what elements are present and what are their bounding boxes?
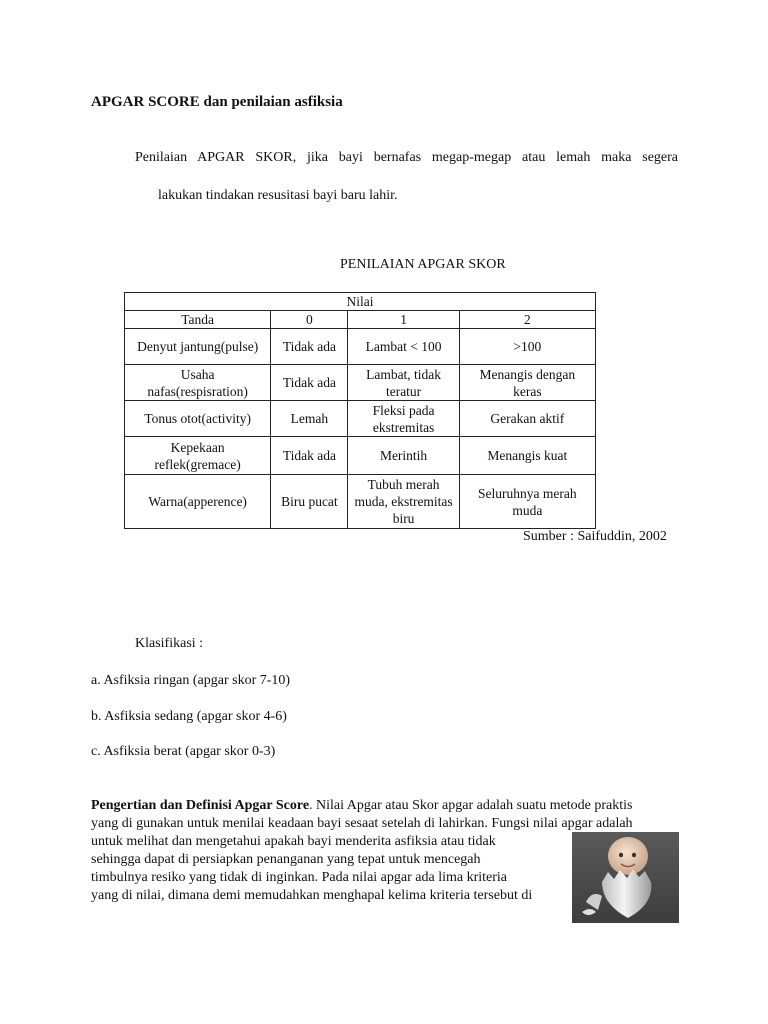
cell-score-1: Merintih [348,437,459,475]
table-source: Sumber : Saifuddin, 2002 [523,529,667,544]
intro-line-1: Penilaian APGAR SKOR, jika bayi bernafas megap-megap atau lemah maka segera [135,150,678,165]
group-header-nilai: Nilai [125,293,596,311]
cell-score-0: Tidak ada [271,329,348,365]
table-row [125,365,596,401]
baby-in-eggshell-image [572,832,679,923]
definition-line-2: yang di gunakan untuk menilai keadaan bayi sesaat setelah di lahirkan. Fungsi nilai apgar adalah [91,816,633,831]
cell-score-0: Tidak ada [271,365,348,401]
table-row [125,437,596,475]
cell-score-1: Fleksi pada ekstremitas [348,401,459,437]
cell-score-0: Tidak ada [271,437,348,475]
definition-line-6: yang di nilai, dimana demi memudahkan menghapal kelima kriteria tersebut di [91,888,533,903]
header-score-2: 2 [459,311,595,329]
header-score-0: 0 [271,311,348,329]
intro-line-2: lakukan tindakan resusitasi bayi baru lahir. [158,188,398,203]
header-tanda: Tanda [125,311,271,329]
header-score-1: 1 [348,311,459,329]
definition-line-5: timbulnya resiko yang tidak di inginkan. Pada nilai apgar ada lima kriteria [91,870,507,885]
table-row [125,475,596,529]
table-caption: PENILAIAN APGAR SKOR [340,257,506,272]
definition-line-1: Pengertian dan Definisi Apgar Score. Nilai Apgar atau Skor apgar adalah suatu metode praktis [91,798,633,813]
cell-score-1: Tubuh merah muda, ekstremitas biru [348,475,459,529]
list-item: c. Asfiksia berat (apgar skor 0-3) [91,744,276,759]
list-item: a. Asfiksia ringan (apgar skor 7-10) [91,673,291,688]
cell-score-2: Gerakan aktif [459,401,595,437]
cell-score-0: Biru pucat [271,475,348,529]
cell-score-2: Menangis dengan keras [459,365,595,401]
definition-term: Pengertian dan Definisi Apgar Score [91,798,310,813]
table-group-header-row [125,293,596,311]
table-row [125,401,596,437]
definition-line-3: untuk melihat dan mengetahui apakah bayi menderita asfiksia atau tidak [91,834,496,849]
cell-score-1: Lambat < 100 [348,329,459,365]
apgar-score-table [124,292,596,529]
definition-line-4: sehingga dapat di persiapkan penanganan yang tepat untuk mencegah [91,852,481,867]
table-row [125,329,596,365]
cell-score-2: >100 [459,329,595,365]
table-header-row [125,311,596,329]
cell-tanda: Kepekaan reflek(gremace) [125,437,271,475]
cell-score-0: Lemah [271,401,348,437]
baby-eggshell-illustration [572,832,679,923]
cell-tanda: Usaha nafas(respisration) [125,365,271,401]
cell-score-2: Menangis kuat [459,437,595,475]
cell-tanda: Tonus otot(activity) [125,401,271,437]
cell-tanda: Warna(apperence) [125,475,271,529]
page-title: APGAR SCORE dan penilaian asfiksia [91,94,343,110]
list-item: b. Asfiksia sedang (apgar skor 4-6) [91,709,287,724]
cell-score-1: Lambat, tidak teratur [348,365,459,401]
klasifikasi-heading: Klasifikasi : [135,636,204,651]
cell-score-2: Seluruhnya merah muda [459,475,595,529]
cell-tanda: Denyut jantung(pulse) [125,329,271,365]
